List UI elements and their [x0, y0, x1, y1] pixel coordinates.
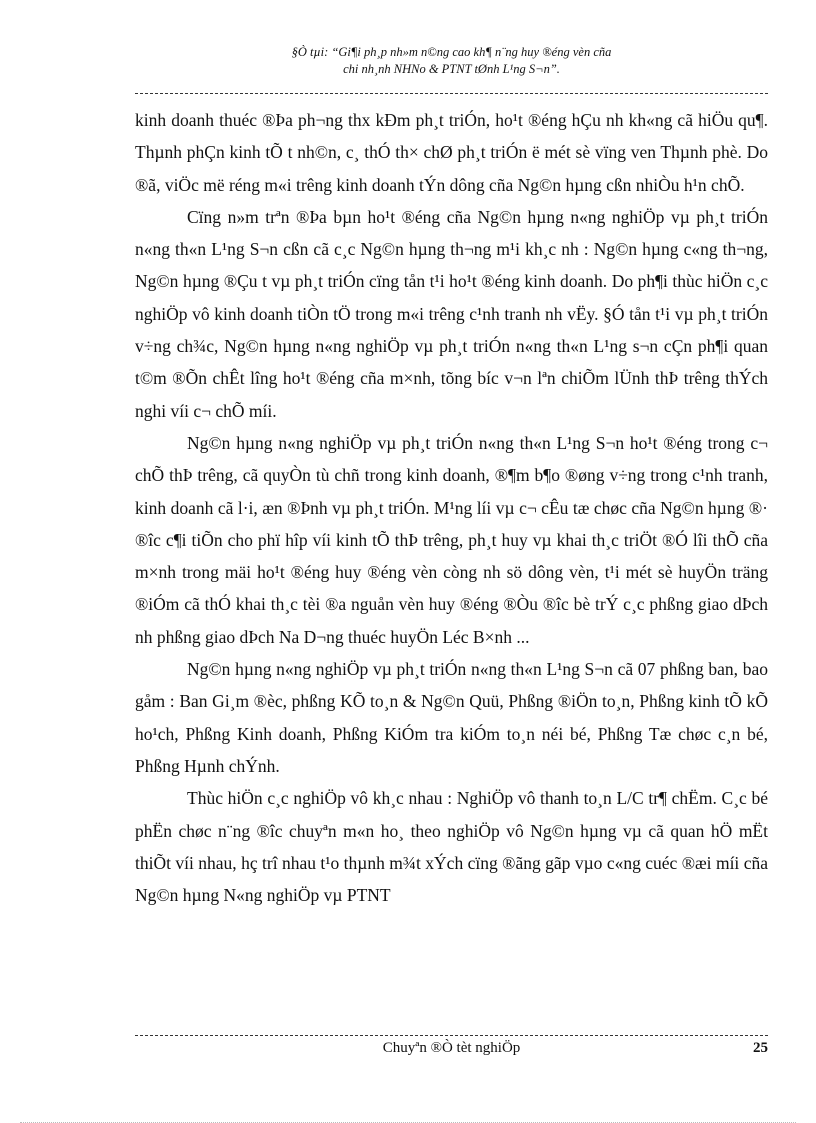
document-body [135, 104, 768, 911]
paragraph-1: kinh doanh thuéc ®Þa ph¬ng thx kÐm ph¸t triÓn, ho¹t ®éng hÇu nh kh«ng cã hiÖu qu¶. Thµnh phÇn kinh tÕ t nh©n, c¸ thÓ th× chØ ph¸t triÓn ë mét sè vïng ven Thµnh phè. Do ®ã, viÖc më réng m«i trêng kinh doanh tÝn dông cña Ng©n hµng cßn nhiÒu h¹n chÕ. [135, 110, 768, 195]
paragraph-5: Thùc hiÖn c¸c nghiÖp vô kh¸c nhau : NghiÖp vô thanh to¸n L/C tr¶ chËm. C¸c bé phËn chøc n¨ng ®îc chuyªn m«n ho¸ theo nghiÖp vô Ng©n hµng vµ cã quan hÖ mËt thiÕt víi nhau, hç trî nhau t¹o thµnh m¾t xÝch cïng ®ãng gãp vµo c«ng cuéc ®æi míi cña Ng©n hµng N«ng nghiÖp vµ PTNT [135, 788, 768, 906]
paragraph-3: Ng©n hµng n«ng nghiÖp vµ ph¸t triÓn n«ng th«n L¹ng S¬n ho¹t ®éng trong c¬ chÕ thÞ trêng, cã quyÒn tù chñ trong kinh doanh, ®¶m b¶o ®øng v÷ng trong c¹nh tranh, kinh doanh cã l·i, æn ®Þnh vµ ph¸t triÓn. M¹ng líi vµ c¬ cÊu tæ chøc cña Ng©n hµng ®· ®îc c¶i tiÕn cho phï hîp víi kinh tÕ thÞ trêng, ph¸t huy vµ khai th¸c triÖt ®Ó lîi thÕ cña m×nh trong mäi ho¹t ®éng huy ®éng vèn còng nh sö dông vèn, t¹i mét sè huyÖn träng ®iÓm cã thÓ khai th¸c tèi ®a nguån vèn huy ®éng ®Òu ®îc bè trÝ c¸c phßng giao dÞch nh phßng giao dÞch Na D¬ng thuéc huyÖn Léc B×nh ... [135, 432, 768, 647]
header-divider [135, 93, 768, 94]
running-header [135, 44, 768, 78]
page-footer [135, 1040, 768, 1060]
header-line-1: §Ò tµi: “Gi¶i ph¸p nh»m n©ng cao kh¶ n¨ng huy ®éng vèn cña [291, 45, 612, 59]
header-line-2: chi nh¸nh NHNo & PTNT tØnh L¹ng S¬n”. [343, 62, 560, 76]
paragraph-4: Ng©n hµng n«ng nghiÖp vµ ph¸t triÓn n«ng th«n L¹ng S¬n cã 07 phßng ban, bao gåm : Ban Gi¸m ®èc, phßng KÕ to¸n & Ng©n Quü, Phßng ®iÖn to¸n, Phßng kinh tÕ kÕ ho¹ch, Phßng Kinh doanh, Phßng KiÓm tra kiÓm to¸n néi bé, Phßng Tæ chøc c¸n bé, Phßng Hµnh chÝnh. [135, 659, 768, 776]
footer-divider [135, 1035, 768, 1036]
paragraph-2: Cïng n»m trªn ®Þa bµn ho¹t ®éng cña Ng©n hµng n«ng nghiÖp vµ ph¸t triÓn n«ng th«n L¹ng S¬n cßn cã c¸c Ng©n hµng th¬ng m¹i kh¸c nh : Ng©n hµng c«ng th¬ng, Ng©n hµng ®Çu t vµ ph¸t triÓn cïng tån t¹i ho¹t ®éng kinh doanh. Do ph¶i thùc hiÖn c¸c nghiÖp vô kinh doanh tiÒn tÖ trong m«i trêng c¹nh tranh nh vËy. §Ó tån t¹i vµ ph¸t triÓn v÷ng ch¾c, Ng©n hµng n«ng nghiÖp vµ ph¸t triÓn n«ng th«n L¹ng s¬n cÇn ph¶i quan t©m ®Õn chÊt lîng ho¹t ®éng cña m×nh, tõng bíc v¬n lªn chiÕm lÜnh thÞ trêng thÝch nghi víi c¬ chÕ míi. [135, 206, 768, 421]
footer-title: Chuyªn ®Ò tèt nghiÖp [382, 1040, 521, 1056]
page-number: 25 [753, 1040, 768, 1056]
